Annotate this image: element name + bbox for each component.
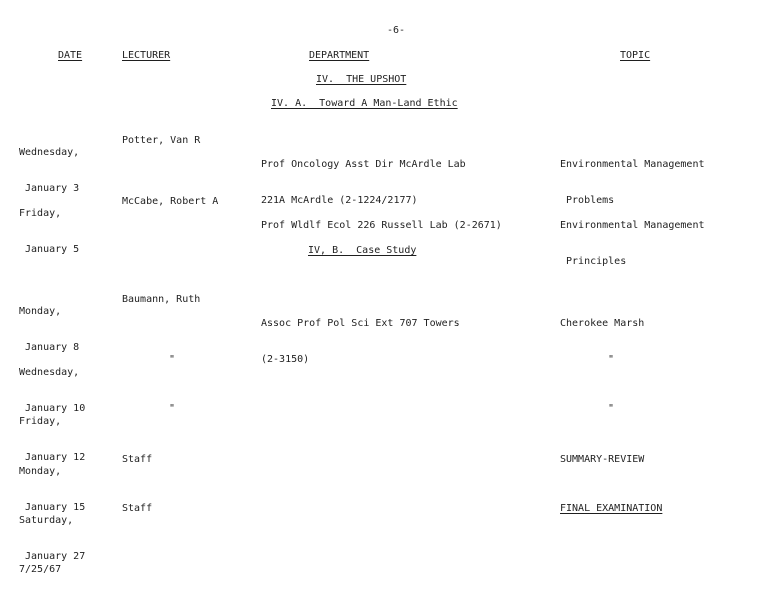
topic-cell (560, 196, 705, 280)
topic-cell: " (608, 354, 615, 365)
date-line: Wednesday, (19, 367, 80, 378)
column-header-lecturer: LECTURER (122, 50, 171, 61)
section-title: IV. THE UPSHOT (316, 74, 407, 85)
topic-cell (560, 294, 644, 342)
date-line: January 27 (19, 551, 86, 562)
lecturer-cell: Baumann, Ruth (122, 294, 201, 305)
topic-cell: " (608, 403, 615, 414)
department-line: Prof Oncology Asst Dir McArdle Lab (261, 159, 466, 170)
lecturer-cell: Staff (122, 454, 153, 465)
table-row (19, 491, 85, 575)
topic-line: Problems (560, 195, 615, 206)
date-line: Monday, (19, 306, 62, 317)
department-line: Prof Wldlf Ecol 226 Russell Lab (2-2671) (261, 220, 502, 231)
date-line: Wednesday, (19, 147, 80, 158)
date-line: January 10 (19, 403, 86, 414)
department-cell (261, 196, 502, 244)
column-header-date: DATE (58, 50, 83, 61)
date-line: Friday, (19, 208, 62, 219)
column-header-topic: TOPIC (620, 50, 651, 61)
date-line: Saturday, (19, 515, 74, 526)
topic-line: Principles (560, 256, 627, 267)
table-row (19, 184, 79, 268)
topic-line: Environmental Management (560, 220, 705, 231)
date-line: January 5 (19, 244, 80, 255)
date-line: January 8 (19, 342, 80, 353)
department-line: Assoc Prof Pol Sci Ext 707 Towers (261, 318, 460, 329)
page-number: -6- (387, 25, 406, 36)
topic-line: Environmental Management (560, 159, 705, 170)
department-line: 221A McArdle (2-1224/2177) (261, 195, 418, 206)
subsection-title-b: IV, B. Case Study (308, 245, 417, 256)
footer-date: 7/25/67 (19, 564, 62, 575)
topic-cell: FINAL EXAMINATION (560, 503, 663, 514)
topic-cell: SUMMARY-REVIEW (560, 454, 645, 465)
lecturer-cell: " (169, 354, 176, 365)
date-line: January 12 (19, 452, 86, 463)
date-line: January 15 (19, 502, 86, 513)
department-line: (2-3150) (261, 354, 310, 365)
column-header-department: DEPARTMENT (309, 50, 370, 61)
date-line: January 3 (19, 183, 80, 194)
lecturer-cell: Staff (122, 503, 153, 514)
subsection-title-a: IV. A. Toward A Man-Land Ethic (271, 98, 458, 109)
lecturer-cell: Potter, Van R (122, 135, 201, 146)
lecturer-cell: McCabe, Robert A (122, 196, 219, 207)
department-cell (261, 294, 460, 378)
topic-line: Cherokee Marsh (560, 318, 645, 329)
lecturer-cell: " (169, 403, 176, 414)
date-line: Friday, (19, 416, 62, 427)
date-line: Monday, (19, 466, 62, 477)
